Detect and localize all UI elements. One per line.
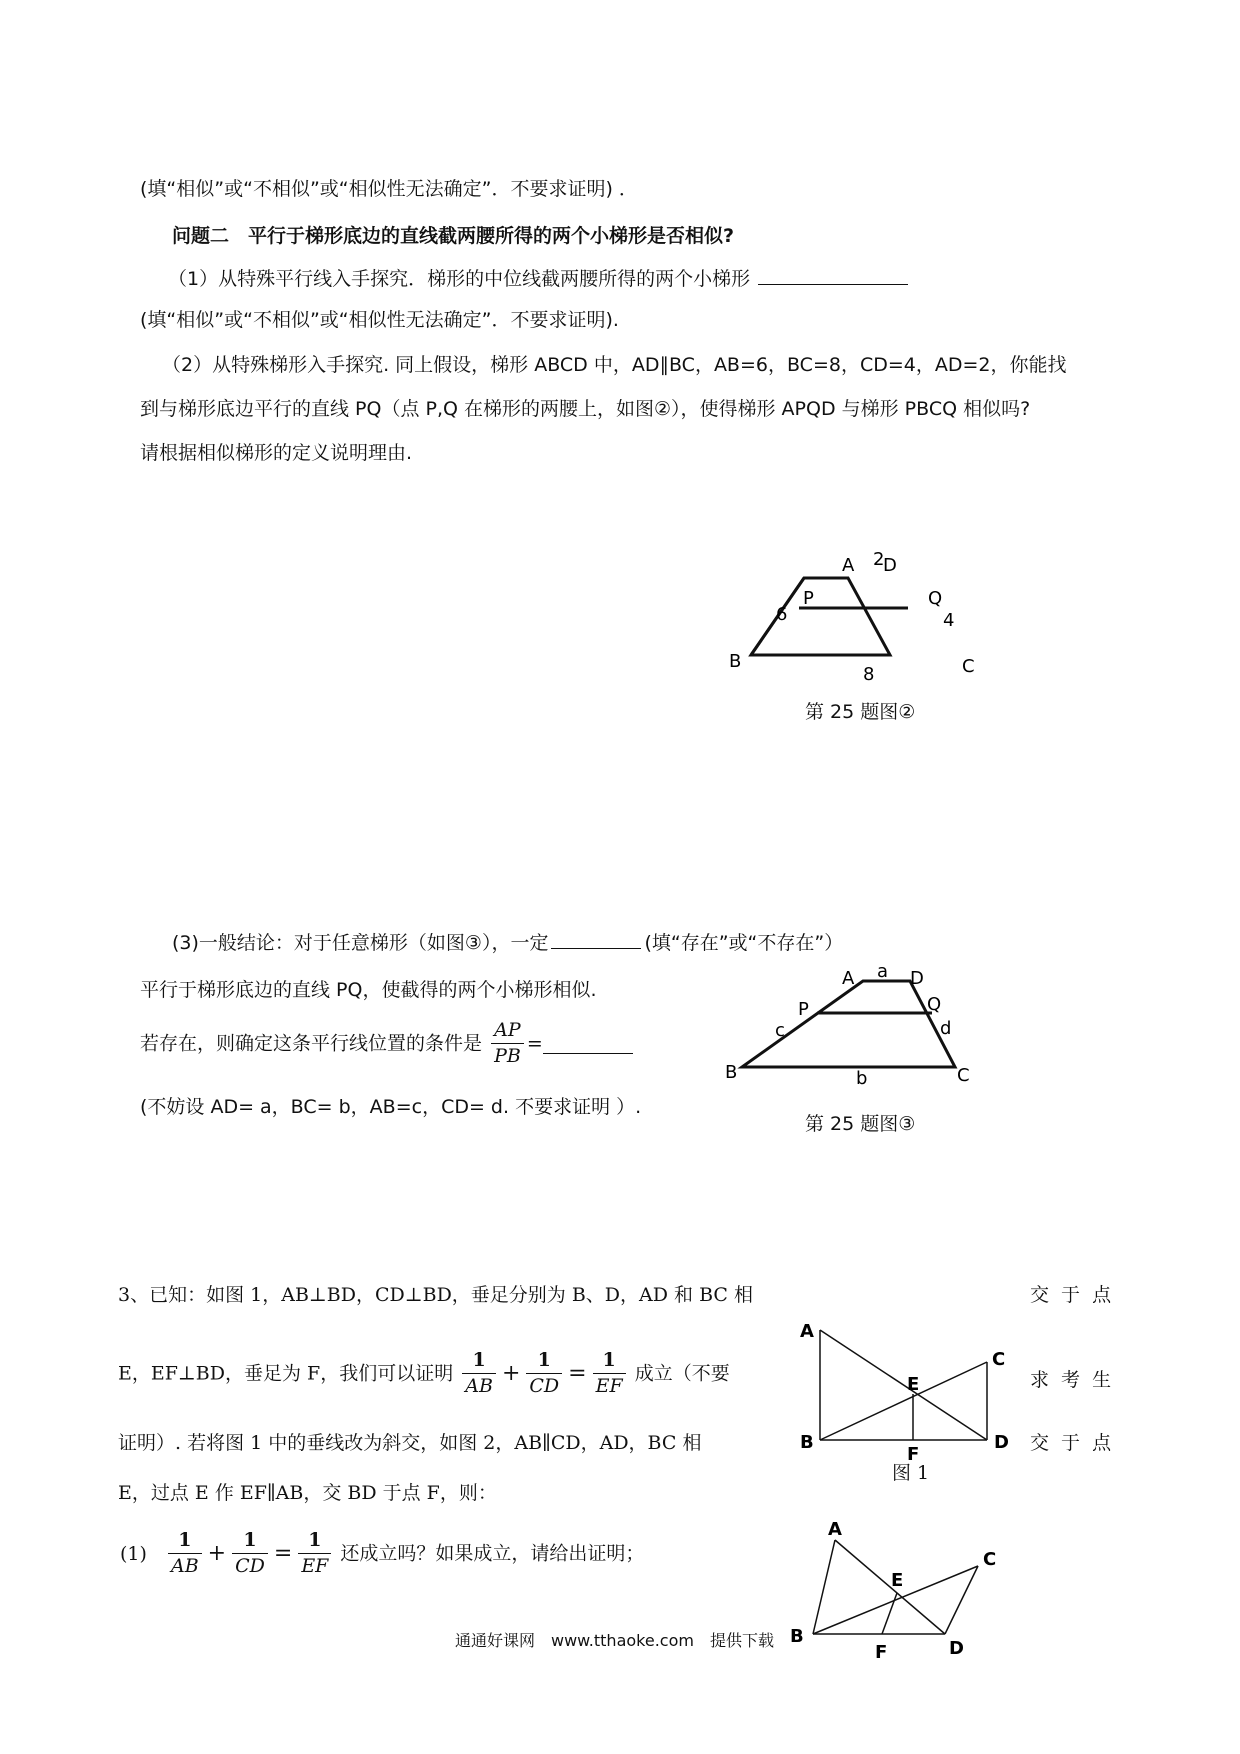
problem-3-sub-1: (1) $\frac{1}{AB}$ + $\frac{1}{CD}$ = $\frac{1}{EF}$ 还成立吗？如果成立，请给出证明；	[120, 1529, 645, 1577]
figure-2-caption: 第 25 题图②	[805, 701, 916, 723]
problem-3-line-3: 证明）. 若将图 1 中的垂线改为斜交，如图 2，AB∥CD，AD，BC 相	[118, 1432, 702, 1454]
line2-b: 成立（不要	[634, 1362, 730, 1385]
question-2-part-2-line-3: 请根据相似梯形的定义说明理由.	[140, 442, 413, 464]
label-left-length: 6	[776, 604, 788, 625]
question-2-part-1	[168, 264, 908, 292]
label-d: D	[883, 555, 897, 576]
label-a: A	[842, 968, 855, 989]
sub-1-text: 还成立吗？如果成立，请给出证明；	[340, 1542, 645, 1565]
label-b: B	[725, 1062, 738, 1083]
frac-denominator: PB	[494, 1045, 521, 1067]
label-d: D	[949, 1638, 964, 1659]
ap-pb-fraction	[491, 1018, 524, 1069]
problem-3-line-2: E，EF⊥BD，垂足为 F，我们可以证明 $\frac{1}{AB}$ + $\frac{1}{CD}$ = $\frac{1}{EF}$ 成立（不要	[118, 1349, 730, 1397]
label-p: P	[803, 588, 814, 609]
label-e: E	[891, 1570, 904, 1591]
label-c: C	[957, 1065, 970, 1086]
figure-1-caption: 图 1	[892, 1462, 930, 1484]
frac-numerator: AP	[491, 1018, 524, 1044]
line2-a: E，EF⊥BD，垂足为 F，我们可以证明	[118, 1362, 454, 1385]
frac-1-ef: $\frac{1}{EF}$	[298, 1528, 331, 1579]
question-2-part-3-line-2: 平行于梯形底边的直线 PQ，使截得的两个小梯形相似.	[140, 979, 597, 1001]
label-b: B	[790, 1626, 804, 1647]
q3-text-a: (3)一般结论：对于任意梯形（如图③），一定	[172, 932, 549, 954]
trapezoid-figure-3	[715, 960, 985, 1095]
label-f: F	[907, 1444, 920, 1465]
question-2-part-2-line-1: （2）从特殊梯形入手探究. 同上假设，梯形 ABCD 中，AD∥BC，AB=6，BC=8，CD=4，AD=2，你能找	[162, 354, 1067, 376]
label-a: A	[842, 555, 855, 576]
geometry-figure-1	[800, 1310, 1020, 1470]
question-2-part-3-line-3	[140, 1018, 633, 1069]
label-c: C	[962, 656, 975, 677]
frac-1-cd: $\frac{1}{CD}$	[526, 1348, 562, 1399]
label-b: B	[800, 1432, 814, 1453]
problem-3-line-1-right: 交 于 点	[1030, 1284, 1115, 1306]
figure-3-caption: 第 25 题图③	[805, 1113, 916, 1135]
question-2-part-3-line-1	[172, 928, 843, 956]
question-2-part-2-line-2: 到与梯形底边平行的直线 PQ（点 P,Q 在梯形的两腰上，如图②），使得梯形 APQD 与梯形 PBCQ 相似吗?	[140, 398, 1031, 420]
q3-text-condition: 若存在，则确定这条平行线位置的条件是	[140, 1032, 483, 1055]
answer-blank-1[interactable]	[758, 264, 908, 285]
label-f: F	[875, 1642, 888, 1663]
label-q: Q	[928, 588, 943, 609]
frac-1-cd: $\frac{1}{CD}$	[232, 1528, 268, 1579]
label-a: A	[800, 1321, 814, 1342]
problem-3-line-4: E，过点 E 作 EF∥AB，交 BD 于点 F，则：	[118, 1482, 497, 1504]
label-right-length: 4	[943, 610, 955, 631]
frac-1-ef: $\frac{1}{EF}$	[593, 1348, 626, 1399]
fill-note-2: (填“相似”或“不相似”或“相似性无法确定”．不要求证明).	[140, 309, 619, 331]
label-q: Q	[927, 994, 942, 1015]
problem-3-line-2-right: 求 考 生	[1030, 1369, 1115, 1391]
label-b: B	[729, 651, 742, 672]
problem-3-line-1: 3、已知：如图 1，AB⊥BD，CD⊥BD，垂足分别为 B、D，AD 和 BC 相	[118, 1284, 753, 1306]
trapezoid-figure-2-shape	[715, 548, 985, 683]
geometry-figure-oblique	[785, 1518, 1010, 1668]
label-d: D	[910, 968, 924, 989]
footer-text: 通通好课网 www.tthaoke.com 提供下载	[455, 1631, 774, 1650]
frac-1-ab: $\frac{1}{AB}$	[168, 1528, 202, 1579]
fill-note-1: (填“相似”或“不相似”或“相似性无法确定”．不要求证明) ．	[140, 178, 638, 200]
answer-blank-4[interactable]	[543, 1033, 633, 1054]
label-c: C	[992, 1349, 1006, 1370]
sub-1-label: (1)	[120, 1542, 147, 1565]
equals-sign: =	[526, 1032, 543, 1055]
question-2-title: 问题二 平行于梯形底边的直线截两腰所得的两个小梯形是否相似?	[172, 225, 735, 247]
label-bottom-length: b	[856, 1068, 868, 1089]
label-e: E	[907, 1374, 920, 1395]
label-left-length: c	[775, 1020, 785, 1041]
problem-3-line-3-right: 交 于 点	[1030, 1432, 1115, 1454]
label-top-length: a	[877, 961, 889, 982]
label-d: D	[994, 1432, 1009, 1453]
q1-text: （1）从特殊平行线入手探究．梯形的中位线截两腰所得的两个小梯形	[168, 268, 751, 290]
label-top-length: 2	[873, 549, 885, 570]
label-a: A	[828, 1519, 842, 1540]
label-c: C	[983, 1549, 997, 1570]
question-2-part-3-line-4: (不妨设 AD= a，BC= b，AB=c，CD= d. 不要求证明 ）.	[140, 1096, 642, 1118]
frac-1-ab: $\frac{1}{AB}$	[462, 1348, 496, 1399]
label-p: P	[798, 999, 809, 1020]
q3-text-b: (填“存在”或“不存在”）	[644, 932, 844, 954]
answer-blank-3[interactable]	[551, 928, 641, 949]
label-bottom-length: 8	[863, 664, 875, 683]
label-right-length: d	[940, 1018, 952, 1039]
